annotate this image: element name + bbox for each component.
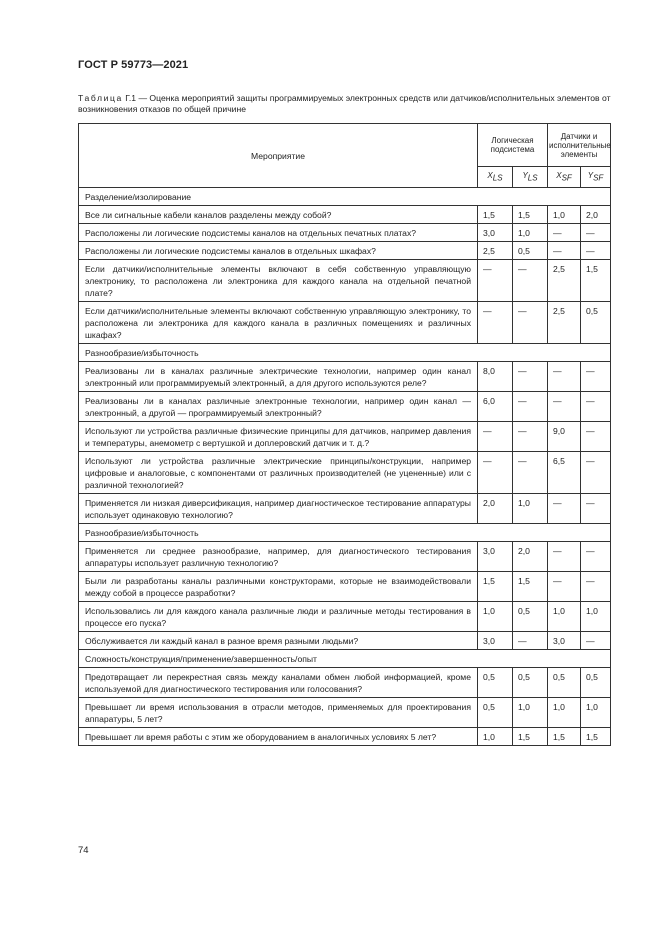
- value-cell: 6,5: [548, 452, 581, 494]
- value-cell: —: [548, 392, 581, 422]
- table-row: [79, 452, 611, 494]
- value-cell: —: [513, 260, 548, 302]
- value-cell: 0,5: [581, 302, 611, 344]
- value-cell: 1,0: [548, 698, 581, 728]
- section-row: [79, 344, 611, 362]
- value-cell: —: [548, 572, 581, 602]
- table-row: [79, 728, 611, 746]
- value-cell: —: [513, 452, 548, 494]
- value-cell: 1,5: [478, 206, 513, 224]
- section-title: Разнообразие/избыточность: [79, 344, 611, 362]
- question-cell: Применяется ли низкая диверсификация, например диагностическое тестирование аппаратуры использует одинаковую технологию?: [79, 494, 478, 524]
- value-cell: 6,0: [478, 392, 513, 422]
- header-symbol-subscript: LS: [527, 173, 538, 183]
- value-cell: 2,5: [548, 260, 581, 302]
- table-caption-text: Г.1 — Оценка мероприятий защиты программируемых электронных средств или датчиков/исполнительных элементов от возникновения отказов по общей причине: [78, 93, 611, 114]
- section-title: Разделение/изолирование: [79, 188, 611, 206]
- value-cell: —: [581, 242, 611, 260]
- value-cell: 1,5: [581, 260, 611, 302]
- question-cell: Были ли разработаны каналы различными конструкторами, которые не взаимодействовали между собой в процессе разработки?: [79, 572, 478, 602]
- value-cell: —: [581, 452, 611, 494]
- value-cell: 1,0: [581, 602, 611, 632]
- section-row: [79, 188, 611, 206]
- value-cell: 1,0: [548, 206, 581, 224]
- value-cell: —: [513, 392, 548, 422]
- value-cell: 0,5: [513, 668, 548, 698]
- question-cell: Обслуживается ли каждый канал в разное время разными людьми?: [79, 632, 478, 650]
- value-cell: —: [548, 224, 581, 242]
- value-cell: —: [478, 260, 513, 302]
- value-cell: —: [513, 422, 548, 452]
- value-cell: 0,5: [478, 668, 513, 698]
- value-cell: —: [581, 422, 611, 452]
- value-cell: —: [548, 242, 581, 260]
- question-cell: Расположены ли логические подсистемы каналов на отдельных печатных платах?: [79, 224, 478, 242]
- value-cell: —: [581, 542, 611, 572]
- table-row: [79, 206, 611, 224]
- value-cell: 3,0: [478, 632, 513, 650]
- section-title: Сложность/конструкция/применение/завершенность/опыт: [79, 650, 611, 668]
- table-row: [79, 698, 611, 728]
- value-cell: —: [513, 362, 548, 392]
- table-row: [79, 602, 611, 632]
- value-cell: 1,0: [513, 224, 548, 242]
- value-cell: 1,5: [478, 572, 513, 602]
- value-cell: 3,0: [548, 632, 581, 650]
- question-cell: Используют ли устройства различные электрические принципы/конструкции, например цифровые и аналоговые, с компонентами от различных производителей (не уцененные) или с различной технологией?: [79, 452, 478, 494]
- header-measure: Мероприятие: [79, 124, 478, 188]
- value-cell: 3,0: [478, 542, 513, 572]
- value-cell: 1,0: [478, 602, 513, 632]
- table-row: [79, 542, 611, 572]
- question-cell: Используют ли устройства различные физические принципы для датчиков, например давления и температуры, анемометр с вертушкой и доплеровский датчик и т. д.?: [79, 422, 478, 452]
- question-cell: Превышает ли время работы с этим же оборудованием в аналогичных условиях 5 лет?: [79, 728, 478, 746]
- value-cell: 0,5: [513, 242, 548, 260]
- value-cell: 2,0: [478, 494, 513, 524]
- value-cell: —: [478, 452, 513, 494]
- header-symbol: [478, 167, 513, 188]
- value-cell: 1,5: [581, 728, 611, 746]
- value-cell: 8,0: [478, 362, 513, 392]
- value-cell: —: [513, 302, 548, 344]
- header-symbol-subscript: SF: [561, 173, 572, 183]
- header-symbol-subscript: LS: [492, 173, 503, 183]
- value-cell: —: [513, 632, 548, 650]
- value-cell: 0,5: [548, 668, 581, 698]
- value-cell: 3,0: [478, 224, 513, 242]
- table-row: [79, 242, 611, 260]
- table-row: [79, 494, 611, 524]
- value-cell: 1,5: [548, 728, 581, 746]
- evaluation-table: [78, 123, 611, 746]
- page-number: 74: [78, 845, 89, 856]
- value-cell: —: [548, 362, 581, 392]
- question-cell: Использовались ли для каждого канала различные люди и различные методы тестирования в процессе его пуска?: [79, 602, 478, 632]
- table-row: [79, 224, 611, 242]
- value-cell: 1,0: [548, 602, 581, 632]
- header-symbol: [548, 167, 581, 188]
- question-cell: Реализованы ли в каналах различные электронные технологии, например один канал — электронный, а другой — программируемый электронный?: [79, 392, 478, 422]
- value-cell: 1,5: [513, 206, 548, 224]
- value-cell: —: [548, 542, 581, 572]
- table-label: Таблица: [78, 93, 123, 103]
- question-cell: Реализованы ли в каналах различные электрические технологии, например один канал электронный или программируемый электронный, а для другого используются реле?: [79, 362, 478, 392]
- value-cell: 2,0: [581, 206, 611, 224]
- value-cell: 1,5: [513, 572, 548, 602]
- section-row: [79, 650, 611, 668]
- value-cell: —: [581, 224, 611, 242]
- value-cell: 2,0: [513, 542, 548, 572]
- header-symbol-letter: Y: [522, 171, 528, 181]
- value-cell: 0,5: [478, 698, 513, 728]
- value-cell: —: [548, 494, 581, 524]
- value-cell: 1,0: [581, 698, 611, 728]
- header-symbol: [513, 167, 548, 188]
- value-cell: 1,0: [478, 728, 513, 746]
- value-cell: —: [581, 494, 611, 524]
- value-cell: 2,5: [548, 302, 581, 344]
- section-row: [79, 524, 611, 542]
- header-symbol-letter: X: [487, 171, 493, 181]
- header-logic-subsystem: Логическая подсистема: [478, 124, 548, 167]
- value-cell: 1,0: [513, 494, 548, 524]
- table-row: [79, 260, 611, 302]
- section-title: Разнообразие/избыточность: [79, 524, 611, 542]
- question-cell: Предотвращает ли перекрестная связь между каналами обмен любой информацией, кроме используемой для диагностического тестирования или голосования?: [79, 668, 478, 698]
- question-cell: Если датчики/исполнительные элементы включают собственную управляющую электронику, то расположена ли электроника для каждого канала в различных помещениях и различных шкафах?: [79, 302, 478, 344]
- value-cell: 2,5: [478, 242, 513, 260]
- value-cell: —: [581, 632, 611, 650]
- value-cell: —: [581, 392, 611, 422]
- value-cell: 9,0: [548, 422, 581, 452]
- value-cell: 1,5: [513, 728, 548, 746]
- header-sensors-actuators: Датчики и исполнительные элементы: [548, 124, 611, 167]
- value-cell: —: [478, 302, 513, 344]
- header-symbol-letter: Y: [587, 171, 594, 181]
- value-cell: —: [581, 362, 611, 392]
- header-symbol-letter: X: [556, 171, 562, 181]
- question-cell: Расположены ли логические подсистемы каналов в отдельных шкафах?: [79, 242, 478, 260]
- table-row: [79, 302, 611, 344]
- value-cell: 0,5: [513, 602, 548, 632]
- table-caption: [78, 93, 618, 115]
- table-row: [79, 668, 611, 698]
- question-cell: Применяется ли среднее разнообразие, например, для диагностического тестирования аппаратуры использует различную технологию?: [79, 542, 478, 572]
- question-cell: Превышает ли время использования в отрасли методов, применяемых для проектирования аппаратуры, 5 лет?: [79, 698, 478, 728]
- header-symbol-subscript: SF: [593, 173, 604, 183]
- header-symbol: [581, 167, 611, 188]
- table-row: [79, 572, 611, 602]
- question-cell: Все ли сигнальные кабели каналов разделены между собой?: [79, 206, 478, 224]
- table-row: [79, 422, 611, 452]
- table-row: [79, 392, 611, 422]
- standard-header: ГОСТ Р 59773—2021: [78, 59, 189, 71]
- value-cell: 1,0: [513, 698, 548, 728]
- table-row: [79, 632, 611, 650]
- value-cell: —: [478, 422, 513, 452]
- value-cell: 0,5: [581, 668, 611, 698]
- table-row: [79, 362, 611, 392]
- question-cell: Если датчики/исполнительные элементы включают в себя собственную управляющую электронику, то расположена ли электроника для каждого канала на отдельной печатной плате?: [79, 260, 478, 302]
- value-cell: —: [581, 572, 611, 602]
